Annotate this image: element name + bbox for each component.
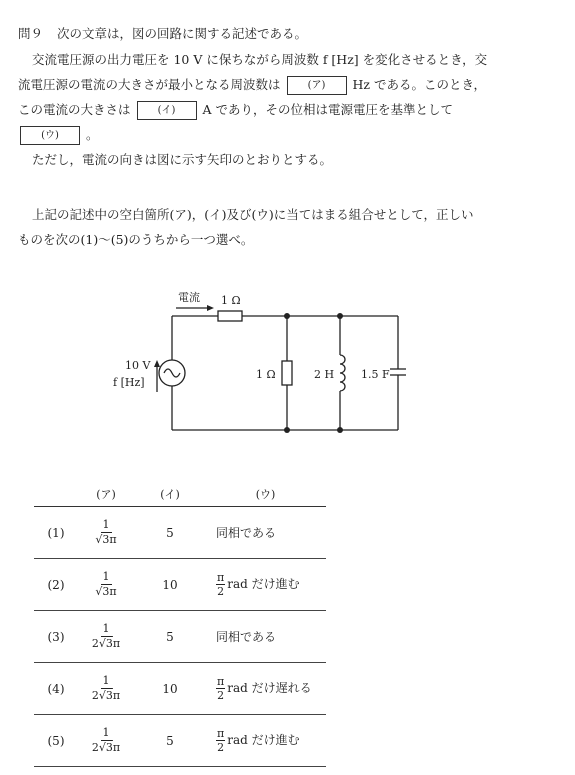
pi-over-2-fraction: [216, 675, 225, 702]
source-voltage-label: 10 V: [125, 359, 151, 372]
statement-line-1: 交流電圧源の出力電圧を 10 V に保ちながら周波数 f [Hz] を変化させるとき，交: [32, 52, 488, 67]
choice-number: (3): [34, 611, 78, 663]
node-dot: [337, 427, 343, 433]
answer-choices-table: [34, 482, 326, 767]
capacitor-label: 1.5 F: [361, 368, 390, 381]
fraction-numerator: 1: [102, 674, 110, 687]
frequency-fraction: [92, 674, 120, 703]
phase-text: 同相である: [216, 630, 277, 644]
header-cell: (ウ): [206, 482, 326, 507]
sqrt-radicand: 3: [105, 689, 113, 702]
fraction-numerator: 1: [102, 622, 110, 635]
statement-text: A であり，その位相は電源電圧を基準として: [202, 102, 454, 117]
ac-source: [159, 360, 185, 386]
choice-frequency: [78, 663, 134, 715]
denominator-pi: π: [112, 741, 121, 754]
statement-text: 流電圧源の電流の大きさが最小となる周波数は: [18, 77, 281, 92]
frequency-fraction: [92, 622, 120, 651]
parallel-resistor-label: 1 Ω: [256, 368, 276, 381]
choice-row-1[interactable]: [34, 507, 326, 559]
fraction-denominator: [92, 689, 120, 703]
denominator-pi: π: [109, 533, 117, 546]
node-dot: [284, 313, 290, 319]
fraction-denominator: [95, 585, 116, 599]
current-arrow-head: [207, 305, 214, 311]
question-header: [18, 24, 307, 42]
fraction-denominator: [92, 741, 120, 755]
sqrt-sign: √: [98, 741, 106, 754]
fraction-denominator: 2: [217, 741, 225, 754]
node-dot: [337, 313, 343, 319]
phase-text: rad だけ遅れる: [227, 681, 312, 695]
choice-phase: [206, 507, 326, 559]
sqrt-sign: √: [95, 533, 103, 546]
inductor: [340, 355, 345, 391]
choice-frequency: [78, 715, 134, 767]
frequency-fraction: [95, 570, 116, 599]
fraction-numerator: π: [217, 675, 225, 688]
sqrt-radicand: 3: [105, 741, 113, 754]
choice-row-2[interactable]: [34, 559, 326, 611]
node-dot: [284, 427, 290, 433]
frequency-fraction: [92, 726, 120, 755]
phase-text: rad だけ進む: [227, 577, 300, 591]
frequency-fraction: [95, 518, 116, 547]
choice-number: (1): [34, 507, 78, 559]
blank-a: (ア): [287, 76, 347, 95]
sqrt-radicand: 3: [102, 533, 110, 546]
choice-current: 10: [134, 663, 206, 715]
denominator-coefficient: 2: [91, 741, 99, 754]
choice-current: 5: [134, 611, 206, 663]
instruction-line-1: 上記の記述中の空白箇所(ア)，(イ)及び(ウ)に当てはまる組合せとして，正しい: [32, 207, 474, 222]
choice-row-3[interactable]: [34, 611, 326, 663]
source-frequency-label: f [Hz]: [113, 376, 145, 389]
choice-number: (4): [34, 663, 78, 715]
fraction-denominator: [95, 533, 116, 547]
phase-text: rad だけ進む: [227, 733, 300, 747]
denominator-pi: π: [112, 689, 121, 702]
statement-line-2: [18, 72, 563, 97]
fraction-numerator: 1: [102, 570, 110, 583]
denominator-pi: π: [112, 637, 121, 650]
blank-i: (イ): [137, 101, 197, 120]
statement-text: 。: [86, 127, 99, 142]
instruction: [18, 202, 563, 252]
statement-text: Hz である。このとき，: [352, 77, 486, 92]
statement-line-4: [18, 122, 563, 147]
header-cell: (イ): [134, 482, 206, 507]
choice-current: 5: [134, 715, 206, 767]
fraction-denominator: [92, 637, 120, 651]
choice-phase: [206, 663, 326, 715]
sqrt-radicand: 3: [105, 637, 113, 650]
choice-number: (5): [34, 715, 78, 767]
fraction-numerator: 1: [102, 726, 110, 739]
choice-current: 5: [134, 507, 206, 559]
fraction-denominator: 2: [217, 585, 225, 598]
statement-line-5: ただし，電流の向きは図に示す矢印のとおりとする。: [32, 152, 333, 167]
pi-over-2-fraction: [216, 727, 225, 754]
sqrt-radicand: 3: [102, 585, 110, 598]
choice-row-4[interactable]: [34, 663, 326, 715]
blank-u: (ウ): [20, 126, 80, 145]
choice-frequency: [78, 611, 134, 663]
choice-phase: [206, 715, 326, 767]
phase-text: 同相である: [216, 526, 277, 540]
pi-over-2-fraction: [216, 571, 225, 598]
sine-icon: [164, 369, 180, 377]
sqrt-sign: √: [98, 689, 106, 702]
statement-text: この電流の大きさは: [18, 102, 131, 117]
inductor-label: 2 H: [314, 368, 335, 381]
fraction-numerator: 1: [102, 518, 110, 531]
choice-frequency: [78, 559, 134, 611]
header-cell: [34, 482, 78, 507]
header-cell: (ア): [78, 482, 134, 507]
fraction-denominator: 2: [217, 689, 225, 702]
choice-phase: [206, 559, 326, 611]
denominator-coefficient: 2: [91, 689, 99, 702]
instruction-line-2: ものを次の(1)～(5)のうちから一つ選べ。: [18, 232, 254, 247]
question-title: 次の文章は，図の回路に関する記述である。: [57, 26, 308, 41]
choice-current: 10: [134, 559, 206, 611]
choice-phase: [206, 611, 326, 663]
choice-row-5[interactable]: [34, 715, 326, 767]
question-number: 問９: [18, 26, 44, 41]
sqrt-sign: √: [98, 637, 106, 650]
denominator-pi: π: [109, 585, 117, 598]
fraction-numerator: π: [217, 727, 225, 740]
choice-number: (2): [34, 559, 78, 611]
voltage-arrow-head: [154, 360, 160, 367]
statement-line-3: [18, 97, 563, 122]
table-header-row: [34, 482, 326, 507]
resistor-parallel: [282, 361, 292, 385]
resistor-series: [218, 311, 242, 321]
current-label: 電流: [178, 291, 200, 304]
series-resistor-label: 1 Ω: [221, 294, 241, 307]
denominator-coefficient: 2: [91, 637, 99, 650]
problem-statement: [18, 47, 563, 172]
sqrt-sign: √: [95, 585, 103, 598]
fraction-numerator: π: [217, 571, 225, 584]
choice-frequency: [78, 507, 134, 559]
